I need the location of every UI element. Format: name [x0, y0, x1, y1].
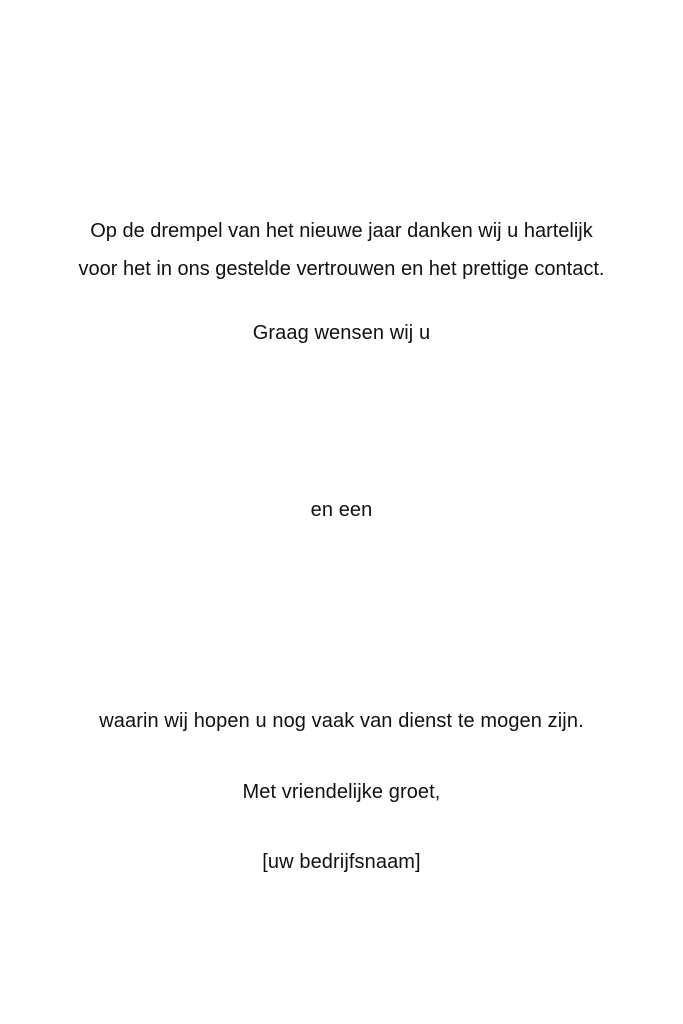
- intro-paragraph: [0, 212, 683, 288]
- intro-line-2: voor het in ons gestelde vertrouwen en het prettige contact.: [78, 258, 605, 280]
- company-signature: [uw bedrijfsnaam]: [262, 851, 421, 873]
- intro-line-1: Op de drempel van het nieuwe jaar danken wij u hartelijk: [90, 220, 593, 242]
- wish-line: Graag wensen wij u: [252, 322, 431, 344]
- hope-line: waarin wij hopen u nog vaak van dienst te mogen zijn.: [99, 710, 584, 732]
- closing-greeting: Met vriendelijke groet,: [242, 781, 441, 803]
- connector-line: en een: [310, 499, 373, 521]
